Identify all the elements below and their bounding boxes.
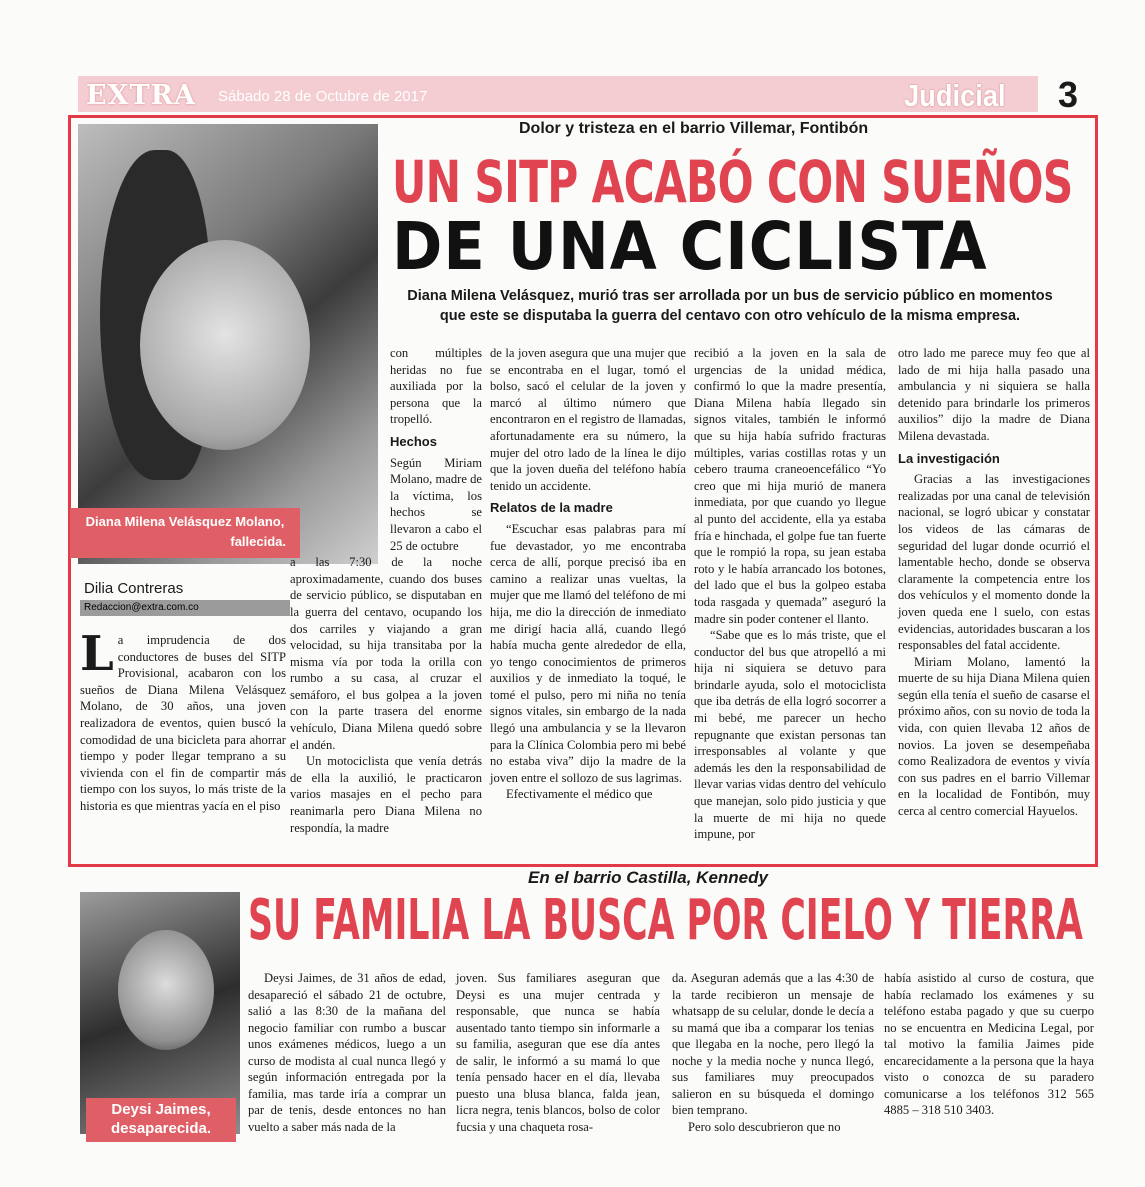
page-number: 3 (1058, 74, 1079, 115)
article-column-4 (694, 345, 886, 843)
column-text: Pero solo descubrieron que no (688, 1119, 841, 1134)
column-text: de la joven asegura que una mujer que se encontraba en el lugar, tomó el bolso, sacó el celular de la joven y marcó al último número que encontraron en el registro de llamadas, afortunadamente era su número, la mujer del otro lado de la línea le dijo que la joven dueña del teléfono había tenido un accidente. (490, 346, 686, 493)
caption-name: Diana Milena Velásquez Molano, (85, 514, 285, 529)
article2-column-2 (456, 970, 660, 1135)
article2-column-3 (672, 970, 874, 1135)
article-column-5 (898, 345, 1090, 820)
deck-line-2: que este se disputaba la guerra del centavo con otro vehículo de la misma empresa. (439, 308, 1021, 324)
photo2-face-shape (118, 930, 214, 1050)
column-text: Gracias a las investigaciones realizadas por una canal de televisión nacional, se logró ubicar y constatar los videos de las cámaras de seguridad del lugar donde ocurrió el lamentable hecho, donde se observa claramente la competencia entre los dos vehículos y el momento donde la joven queda ene l suelo, con estas evidencias, autoridades buscaran a los responsables del fatal accidente. (898, 472, 1090, 653)
article2-column-1 (248, 970, 446, 1135)
issue-date: Sábado 28 de Octubre de 2017 (218, 88, 428, 105)
caption-status: fallecida. (230, 534, 286, 549)
article-column-2 (290, 345, 482, 836)
column-text: “Sabe que es lo más triste, que el conductor del bus que atropelló a mi hija ni siquiera se detuvo para brindarle ayuda, solo el motociclista que iba detrás de ella logró socorrer a mi bebé, me parecer un hecho repugnante que existan personas tan irresponsables al volante y que además les den la responsabilidad de llevar varias vidas dentro del vehículo que manejan, solo pido justicia y que la muerte de mi hija no quede impune, por (694, 628, 886, 842)
column-text: Deysi Jaimes, de 31 años de edad, desapareció el sábado 21 de octubre, salió a las 8:30 de la mañana del negocio familiar con rumbo a buscar unos exámenes médicos, luego a un curso de modista al cual nunca llegó y según información entregada por la familia, mas tarde iría a comprar un par de tenis, desde entonces no han vuelto a saber más nada de la (248, 971, 446, 1134)
column-text: Un motociclista que venía detrás de ella la auxilió, le practicaron varios masajes en el pecho para reanimarla pero Diana Milena no respondía, la madre (290, 754, 482, 835)
author-name: Dilia Contreras (84, 580, 184, 597)
column-text: a las 7:30 de la noche aproximadamente, cuando dos buses de servicio público, se disputaban en la guerra del centavo, ocupando los dos carriles y viajando a gran velocidad, su hija transitaba por la misma vía por toda la orilla con rumbo a su casa, al cruzar el semáforo, el bus golpea a la joven con la parte trasera del enorme vehículo, Diana Milena quedó sobre el andén. (290, 555, 482, 752)
photo-face-shape (140, 240, 310, 450)
drop-cap: L (80, 626, 114, 682)
column-text: había asistido al curso de costura, que había reclamado los exámenes y su teléfono estaba pagado y que su cuerpo no se encuentra en Medicina Legal, por tal motivo la familia Jaimes pide encarecidamente a la persona que la haya visto o conozca de su paradero comunicarse a los teléfonos 312 565 4885 – 318 510 3403. (884, 971, 1094, 1117)
column-text: joven. Sus familiares aseguran que Deysi es una mujer centrada y responsable, que nunca se había ausentado tanto tiempo sin informarle a su familia, aseguran que ese día antes de salir, le informó a su mamá lo que tenía pensado hacer en el día, llevaba puesto una blusa blanca, falda jean, licra negra, tenis blancos, bolso de color fucsia y una chaqueta rosa- (456, 971, 660, 1134)
column-text: Miriam Molano, lamentó la muerte de su hija Diana Milena quien según ella tenía el sueño de casarse el próximo años, con su novio de toda la vida, con quien llevaba 12 años de novios. La joven se desempeñaba como Realizadora de eventos y vivía con sus padres en el barrio Villemar en la localidad de Fontibón, muy cerca al centro comercial Hayuelos. (898, 654, 1090, 819)
section-title: Judicial (904, 78, 1006, 113)
subheading: La investigación (898, 450, 1000, 466)
column-text: Efectivamente el médico que (506, 787, 653, 802)
column-text: Según Miriam Molano, madre de la víctima, los hechos se llevaron a cabo el 25 de octubre (390, 455, 482, 553)
article2-column-4 (884, 970, 1094, 1119)
article2-photo-caption (86, 1098, 236, 1142)
column-text: otro lado me parece muy feo que al lado de mi hija halla pasado una ambulancia y ni siquiera se halla detenido para brindarle los primeros auxilios” dijo la madre de Diana Milena devastada. (898, 346, 1090, 443)
photo-caption (70, 508, 300, 558)
article2-kicker: En el barrio Castilla, Kennedy (528, 868, 768, 887)
article-deck (390, 286, 1070, 326)
column-text: da. Aseguran además que a las 4:30 de la tarde recibieron un mensaje de whatsapp de su celular, donde le decía a su mamá que iba a comparar los tenias que llegaba en la noche, pero llegó la noche y la media noche y nunca llegó, sus familiares muy preocupados salieron en su búsqueda el domingo bien temprano. (672, 971, 874, 1117)
caption-name: Deysi Jaimes, (111, 1101, 211, 1118)
column-text: a imprudencia de dos conductores de buses del SITP Provisional, acabaron con los sueños de Diana Milena Velásquez Molano, de 30 años, una joven realizadora de eventos, quien buscó la comodidad de una bicicleta para ahorrar tiempo y poder llegar temprano a su vivienda con el fin de compartir más tiempo con los suyos, lo más triste de la historia es que mientras yacía en el piso (80, 633, 286, 813)
article-kicker: Dolor y tristeza en el barrio Villemar, Fontibón (519, 120, 869, 137)
headline-line-1: UN SITP ACABÓ CON SUEÑOS (392, 148, 1073, 216)
subheading: Relatos de la madre (490, 500, 613, 516)
article-column-1 (80, 626, 286, 815)
article2-headline: SU FAMILIA LA BUSCA POR CIELO Y TIERRA (248, 888, 1083, 953)
column-text: “Escuchar esas palabras para mí fue devastador, yo me encontraba cerca de allí, porque precisó iba en camino a realizar unas vueltas, la mujer que me llamó del teléfono de mi hija, me dio la dirección de inmediato me dirigí hacia allá, cuando llegó había mucha gente alrededor de ella, yo tengo conocimientos de primeros auxilios y de inmediato la toqué, le tomé el pulso, pero mi niña no tenía signos vitales, sin embargo de la nada llegó una ambulancia y se la llevaron para la Clínica Colombia pero mi bebé no estaba viva” dijo la madre de la joven entre el sollozo de sus lagrimas. (490, 521, 686, 785)
column-text: con múltiples heridas no fue auxiliada por la persona que la tropelló. (390, 346, 482, 427)
caption-status: desaparecida. (110, 1120, 212, 1137)
author-email[interactable]: Redaccion@extra.com.co (80, 600, 290, 616)
column-text: recibió a la joven en la sala de urgencias de la unidad médica, confirmó lo que la madre presentía, Diana Milena había llegado sin signos vitales, también le informó que su hija había sufrido fracturas múltiples, varias costillas rotas y un cebero trauma craneoencefálico “Yo creo que mi hija murió de manera inmediata, por que cuando yo llegue al punto del accidente, ella ya estaba fría e hinchada, el golpe fue tan fuerte que le rompió la ropa, su jean estaba roto y le había arrancado los botones, del lado que el bus la golpeo estaba toda rasgada y quemada” aseguró la madre sin poder contener el llanto. (694, 346, 886, 626)
headline-line-2: DE UNA CICLISTA (392, 208, 988, 285)
subheading: Hechos (390, 433, 437, 449)
deck-line-1: Diana Milena Velásquez, murió tras ser arrollada por un bus de servicio público en momentos (407, 288, 1053, 304)
newspaper-logo: EXTRA (86, 80, 197, 111)
article-column-3 (490, 345, 686, 803)
